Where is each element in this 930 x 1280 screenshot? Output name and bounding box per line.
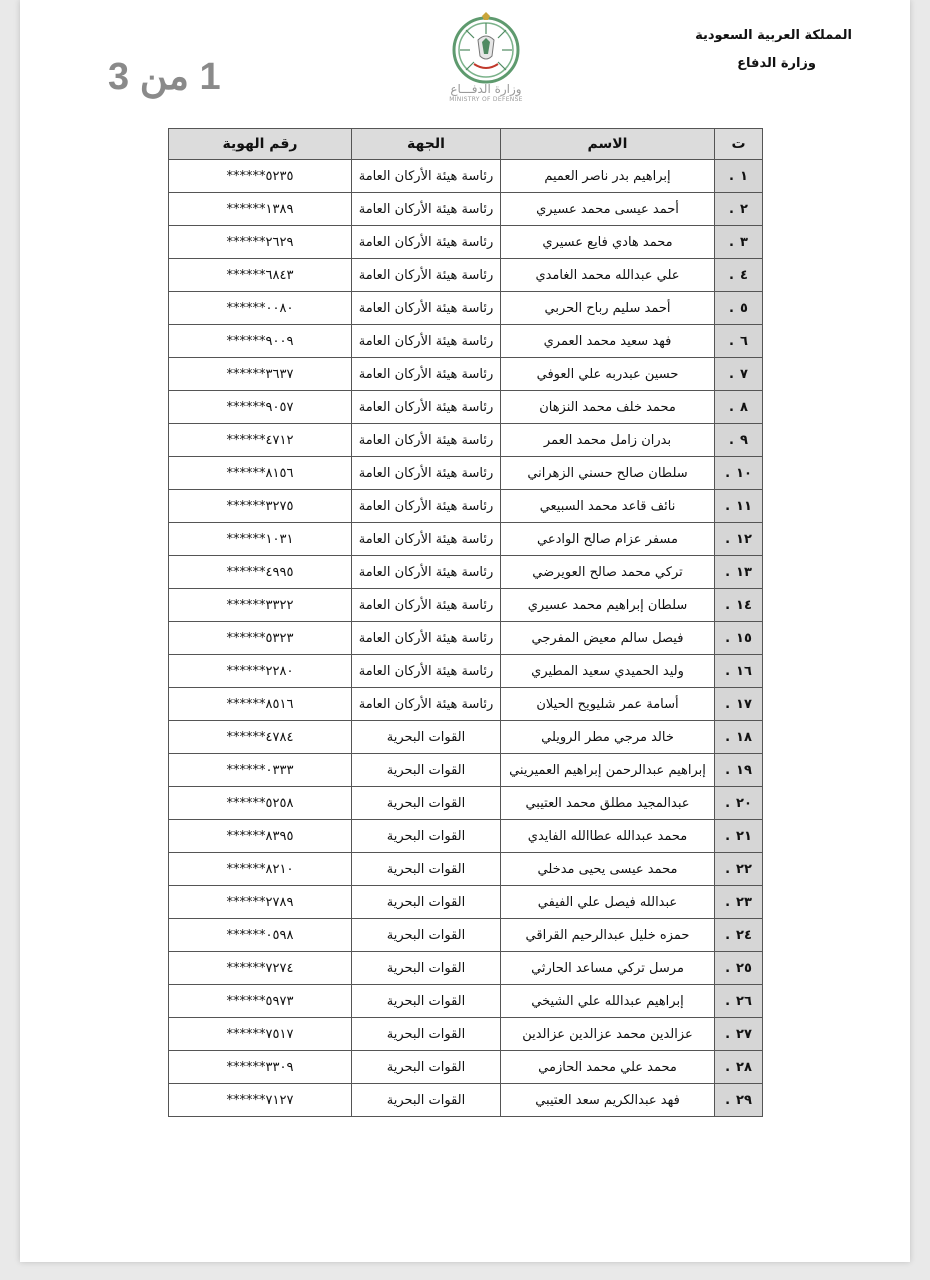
page-indicator: 1 من 3 (108, 56, 221, 98)
row-number: ١٦ (736, 663, 752, 679)
id-number: ******٥٩٧٣ (169, 985, 352, 1018)
table-row (169, 820, 763, 853)
row-number: ٢٦ (736, 993, 752, 1009)
row-number: ٢٢ (736, 861, 752, 877)
header-department: الجهة (352, 129, 501, 160)
person-name: أحمد عيسى محمد عسيري (501, 193, 715, 226)
department: رئاسة هيئة الأركان العامة (352, 688, 501, 721)
org-ministry: وزارة الدفاع (737, 56, 816, 71)
row-number: ٣ (740, 234, 748, 250)
table-row (169, 490, 763, 523)
department: القوات البحرية (352, 754, 501, 787)
row-number: ١٨ (736, 729, 752, 745)
row-number: ١٩ (736, 762, 752, 778)
table-row (169, 259, 763, 292)
person-name: عبدالله فيصل علي الفيفي (501, 886, 715, 919)
id-number: ******٩٠٠٩ (169, 325, 352, 358)
row-number: ٢٤ (736, 927, 752, 943)
row-number-cell (715, 457, 763, 490)
emblem-icon (438, 12, 534, 84)
person-name: مسفر عزام صالح الوادعي (501, 523, 715, 556)
department: رئاسة هيئة الأركان العامة (352, 292, 501, 325)
id-number: ******٤٩٩٥ (169, 556, 352, 589)
org-country: المملكة العربية السعودية (695, 28, 852, 43)
person-name: نائف قاعد محمد السبيعي (501, 490, 715, 523)
department: القوات البحرية (352, 952, 501, 985)
person-name: محمد عبدالله عطاالله الفايدي (501, 820, 715, 853)
id-number: ******٣٣٢٢ (169, 589, 352, 622)
table-row (169, 622, 763, 655)
row-number-dot: . (725, 861, 731, 877)
department: القوات البحرية (352, 1051, 501, 1084)
department: القوات البحرية (352, 820, 501, 853)
person-name: وليد الحميدي سعيد المطيري (501, 655, 715, 688)
department: رئاسة هيئة الأركان العامة (352, 655, 501, 688)
row-number: ٢٥ (736, 960, 752, 976)
row-number-dot: . (729, 300, 734, 316)
person-name: إبراهيم عبدالرحمن إبراهيم العميريني (501, 754, 715, 787)
row-number-cell (715, 853, 763, 886)
department: رئاسة هيئة الأركان العامة (352, 325, 501, 358)
row-number-dot: . (725, 993, 731, 1009)
row-number-dot: . (725, 498, 731, 514)
row-number-cell (715, 358, 763, 391)
id-number: ******٧١٢٧ (169, 1084, 352, 1117)
id-number: ******٦٨٤٣ (169, 259, 352, 292)
row-number-dot: . (725, 531, 731, 547)
department: القوات البحرية (352, 853, 501, 886)
row-number-dot: . (729, 234, 734, 250)
row-number-dot: . (725, 630, 731, 646)
table-row (169, 556, 763, 589)
row-number: ٢٩ (736, 1092, 752, 1108)
row-number-cell (715, 292, 763, 325)
header-name: الاسم (501, 129, 715, 160)
person-name: فهد سعيد محمد العمري (501, 325, 715, 358)
row-number-cell (715, 193, 763, 226)
row-number-cell (715, 160, 763, 193)
table-row (169, 1051, 763, 1084)
id-number: ******٥٣٢٣ (169, 622, 352, 655)
department: رئاسة هيئة الأركان العامة (352, 490, 501, 523)
row-number-cell (715, 259, 763, 292)
id-number: ******٣٦٣٧ (169, 358, 352, 391)
table-row (169, 721, 763, 754)
table-row (169, 787, 763, 820)
row-number-cell (715, 919, 763, 952)
row-number: ١١ (736, 498, 752, 514)
id-number: ******٣٢٧٥ (169, 490, 352, 523)
table-row (169, 1018, 763, 1051)
id-number: ******٨٣٩٥ (169, 820, 352, 853)
roster-body (169, 160, 763, 1117)
table-row (169, 853, 763, 886)
person-name: محمد عيسى يحيى مدخلي (501, 853, 715, 886)
table-row (169, 160, 763, 193)
id-number: ******٨٥١٦ (169, 688, 352, 721)
person-name: خالد مرجي مطر الرويلي (501, 721, 715, 754)
department: رئاسة هيئة الأركان العامة (352, 160, 501, 193)
row-number: ٧ (740, 366, 748, 382)
row-number-cell (715, 523, 763, 556)
table-row (169, 292, 763, 325)
id-number: ******١٠٣١ (169, 523, 352, 556)
id-number: ******٢٢٨٠ (169, 655, 352, 688)
person-name: تركي محمد صالح العويرضي (501, 556, 715, 589)
row-number-cell (715, 952, 763, 985)
id-number: ******٠٣٣٣ (169, 754, 352, 787)
row-number-cell (715, 622, 763, 655)
row-number: ٢٣ (736, 894, 752, 910)
person-name: محمد هادي فايع عسيري (501, 226, 715, 259)
row-number: ١٢ (736, 531, 752, 547)
row-number-dot: . (725, 1026, 731, 1042)
id-number: ******٢٧٨٩ (169, 886, 352, 919)
row-number-dot: . (729, 168, 734, 184)
department: رئاسة هيئة الأركان العامة (352, 259, 501, 292)
person-name: مرسل تركي مساعد الحارثي (501, 952, 715, 985)
department: رئاسة هيئة الأركان العامة (352, 457, 501, 490)
table-row (169, 688, 763, 721)
row-number-dot: . (725, 927, 731, 943)
header-id-number: رقم الهوية (169, 129, 352, 160)
table-row (169, 886, 763, 919)
row-number: ١٧ (736, 696, 752, 712)
id-number: ******٥٢٣٥ (169, 160, 352, 193)
department: القوات البحرية (352, 886, 501, 919)
table-row (169, 457, 763, 490)
row-number-dot: . (725, 960, 731, 976)
department: رئاسة هيئة الأركان العامة (352, 424, 501, 457)
row-number-cell (715, 721, 763, 754)
row-number: ١ (740, 168, 748, 184)
ministry-logo (438, 12, 534, 108)
row-number-cell (715, 391, 763, 424)
row-number-dot: . (725, 1059, 731, 1075)
id-number: ******٧٥١٧ (169, 1018, 352, 1051)
person-name: محمد خلف محمد النزهان (501, 391, 715, 424)
person-name: علي عبدالله محمد الغامدي (501, 259, 715, 292)
person-name: حسين عبدربه علي العوفي (501, 358, 715, 391)
row-number-dot: . (725, 663, 731, 679)
table-row (169, 952, 763, 985)
person-name: سلطان إبراهيم محمد عسيري (501, 589, 715, 622)
id-number: ******٧٢٧٤ (169, 952, 352, 985)
row-number: ١٠ (736, 465, 752, 481)
person-name: أسامة عمر شليويح الحيلان (501, 688, 715, 721)
row-number: ١٤ (736, 597, 752, 613)
row-number-cell (715, 688, 763, 721)
row-number-dot: . (725, 564, 731, 580)
row-number-dot: . (725, 894, 731, 910)
person-name: فيصل سالم معيض المفرجي (501, 622, 715, 655)
table-row (169, 523, 763, 556)
department: رئاسة هيئة الأركان العامة (352, 391, 501, 424)
department: رئاسة هيئة الأركان العامة (352, 358, 501, 391)
row-number-dot: . (725, 762, 731, 778)
id-number: ******٠٥٩٨ (169, 919, 352, 952)
row-number: ٢١ (736, 828, 752, 844)
logo-text-english: MINISTRY OF DEFENSE (449, 96, 523, 103)
department: القوات البحرية (352, 919, 501, 952)
row-number: ٢٠ (736, 795, 752, 811)
person-name: بدران زامل محمد العمر (501, 424, 715, 457)
id-number: ******٩٠٥٧ (169, 391, 352, 424)
department: القوات البحرية (352, 1018, 501, 1051)
table-header-row (169, 129, 763, 160)
id-number: ******١٣٨٩ (169, 193, 352, 226)
id-number: ******٤٧١٢ (169, 424, 352, 457)
row-number-cell (715, 325, 763, 358)
row-number: ٥ (740, 300, 748, 316)
department: رئاسة هيئة الأركان العامة (352, 556, 501, 589)
table-row (169, 424, 763, 457)
row-number-dot: . (729, 399, 734, 415)
row-number-dot: . (729, 432, 734, 448)
department: رئاسة هيئة الأركان العامة (352, 523, 501, 556)
person-name: إبراهيم عبدالله علي الشيخي (501, 985, 715, 1018)
id-number: ******٣٣٠٩ (169, 1051, 352, 1084)
department: رئاسة هيئة الأركان العامة (352, 226, 501, 259)
row-number-dot: . (725, 597, 731, 613)
id-number: ******٢٦٢٩ (169, 226, 352, 259)
table-row (169, 919, 763, 952)
department: رئاسة هيئة الأركان العامة (352, 622, 501, 655)
row-number-cell (715, 655, 763, 688)
roster-table (168, 128, 763, 1117)
row-number: ١٥ (736, 630, 752, 646)
table-row (169, 985, 763, 1018)
row-number-dot: . (729, 267, 734, 283)
row-number: ٢ (740, 201, 748, 217)
department: القوات البحرية (352, 721, 501, 754)
person-name: محمد علي محمد الحازمي (501, 1051, 715, 1084)
row-number-dot: . (725, 465, 731, 481)
department: رئاسة هيئة الأركان العامة (352, 589, 501, 622)
person-name: عبدالمجيد مطلق محمد العتيبي (501, 787, 715, 820)
person-name: أحمد سليم رباح الحربي (501, 292, 715, 325)
row-number-cell (715, 556, 763, 589)
row-number-cell (715, 1051, 763, 1084)
row-number: ٩ (740, 432, 748, 448)
table-row (169, 193, 763, 226)
row-number-cell (715, 1018, 763, 1051)
row-number: ٦ (740, 333, 748, 349)
row-number-cell (715, 1084, 763, 1117)
row-number: ٨ (740, 399, 748, 415)
row-number-cell (715, 886, 763, 919)
row-number-cell (715, 754, 763, 787)
row-number-cell (715, 589, 763, 622)
person-name: حمزه خليل عبدالرحيم القراقي (501, 919, 715, 952)
row-number-dot: . (729, 366, 734, 382)
row-number: ٢٧ (736, 1026, 752, 1042)
table-row (169, 1084, 763, 1117)
department: القوات البحرية (352, 985, 501, 1018)
row-number-dot: . (729, 201, 734, 217)
row-number: ٢٨ (736, 1059, 752, 1075)
person-name: عزالدين محمد عزالدين عزالدين (501, 1018, 715, 1051)
row-number-dot: . (725, 828, 731, 844)
logo-text-arabic: وزارة الدفـــاع (450, 82, 522, 96)
row-number-cell (715, 787, 763, 820)
row-number-dot: . (725, 729, 731, 745)
department: القوات البحرية (352, 787, 501, 820)
row-number-dot: . (725, 795, 731, 811)
table-row (169, 226, 763, 259)
organization-header (652, 28, 852, 71)
id-number: ******٨٢١٠ (169, 853, 352, 886)
id-number: ******٤٧٨٤ (169, 721, 352, 754)
row-number: ١٣ (736, 564, 752, 580)
row-number-cell (715, 490, 763, 523)
person-name: إبراهيم بدر ناصر العميم (501, 160, 715, 193)
row-number-cell (715, 985, 763, 1018)
header-num: ت (715, 129, 763, 160)
row-number-dot: . (725, 696, 731, 712)
logo-caption (438, 82, 534, 103)
row-number-cell (715, 226, 763, 259)
id-number: ******٠٠٨٠ (169, 292, 352, 325)
table-row (169, 589, 763, 622)
table-row (169, 391, 763, 424)
row-number-dot: . (729, 333, 734, 349)
id-number: ******٨١٥٦ (169, 457, 352, 490)
row-number-cell (715, 820, 763, 853)
table-row (169, 358, 763, 391)
id-number: ******٥٢٥٨ (169, 787, 352, 820)
table-row (169, 754, 763, 787)
person-name: فهد عبدالكريم سعد العتيبي (501, 1084, 715, 1117)
department: القوات البحرية (352, 1084, 501, 1117)
row-number: ٤ (740, 267, 748, 283)
person-name: سلطان صالح حسني الزهراني (501, 457, 715, 490)
row-number-cell (715, 424, 763, 457)
table-row (169, 655, 763, 688)
table-row (169, 325, 763, 358)
row-number-dot: . (725, 1092, 731, 1108)
department: رئاسة هيئة الأركان العامة (352, 193, 501, 226)
